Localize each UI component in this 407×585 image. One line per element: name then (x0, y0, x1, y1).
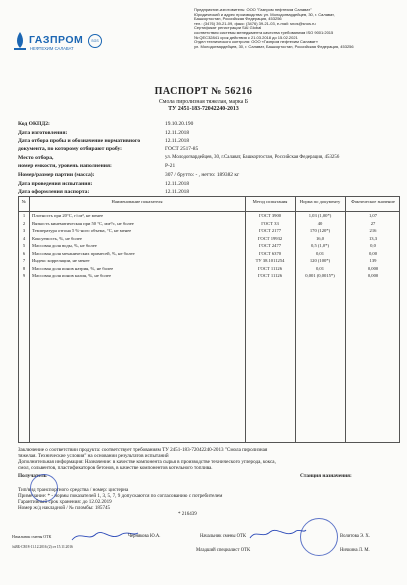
row-name: Вязкость кинематическая при 50 °С, мм²/с, не более (32, 220, 134, 226)
row-method: ГОСТ 6370 (258, 250, 282, 256)
row-actual: 1,07 (368, 213, 378, 218)
row-num: 3 (22, 228, 26, 233)
signature-scribble-right (248, 526, 308, 542)
field-value: ул. Молодогвардейцев, 30, г.Салават, Башкортостан, Российская Федерация, 453256 (165, 155, 340, 160)
row-norm: 0,01 (315, 265, 325, 271)
table-header-name: Наименование показателя (111, 199, 163, 204)
field-value: Р-21 (165, 163, 176, 169)
field-value: 12.11.2018 (165, 138, 190, 144)
passport-title: ПАСПОРТ № 56216 (154, 86, 253, 97)
footer-small-role: Начальник смены ОТК (12, 534, 52, 539)
row-norm: 0,001 (0,0015*) (305, 273, 335, 278)
field-value: 12.11.2018 (165, 189, 190, 195)
certification-badge (88, 34, 102, 48)
company-logo (12, 28, 102, 60)
row-actual: 0,0 (370, 243, 376, 248)
logo-subtext: НЕФТЕХИМ САЛАВАТ (30, 46, 74, 51)
company-line: ул. Молодогвардейцев, 30, г. Салават, Башкортостан, Российская Федерация, 453256 (194, 43, 354, 49)
signature-name-1: Волитова Э. Х. (340, 534, 370, 539)
recipient-label: Получатель (18, 473, 47, 479)
field-value: 307 / брутто: - , нетто: 189382 кг (165, 172, 240, 178)
row-num: 7 (22, 258, 26, 263)
signature-role-2: Младший специалист ОТК (196, 548, 251, 553)
row-method: ГОСТ 2177 (258, 228, 282, 233)
table-header-actual: Фактическое значение (351, 199, 395, 204)
field-label: Дата проведения испытания: (18, 181, 93, 187)
row-norm: 170 (120*) (309, 228, 331, 233)
row-actual: 139 (369, 258, 377, 263)
table-header-num: № (21, 199, 27, 204)
row-actual: 0,00 (368, 250, 378, 256)
company-line: Башкортостан, Российская Федерация, 453256 (194, 16, 282, 22)
table-header-norm: Норма по документу (299, 199, 341, 204)
footer-small-ref: №ВБ-СМ 8-11.12.2016 (2) от 15.11.2016 (12, 545, 73, 549)
row-method: ГОСТ 2477 (258, 243, 282, 248)
signature-left-name: Чернякова Ю.А. (128, 534, 161, 539)
product-name: Смола пиролизная тяжелая, марка Б (158, 99, 249, 105)
row-actual: 0,000 (367, 265, 379, 271)
company-line: № QEC32841 срок действия с 21.03.2018 до 15.02.2021 (194, 34, 298, 40)
row-method: ГОСТ 11126 (257, 273, 283, 278)
row-num: 5 (22, 243, 26, 248)
row-name: Массовая доля механических примесей, %, не более (32, 250, 135, 256)
row-method: ГОСТ 3900 (258, 213, 282, 218)
company-line: соответствия системы менеджмента качества требованиям ISO 9001:2015 (194, 29, 334, 35)
field-value: ГОСТ 2517-85 (165, 146, 199, 152)
conclusion-line: Заключение о соответствии продукта: соответствует требованиям ТУ 2451-183-72042240-2013 "Смола пиролизная (18, 447, 268, 453)
row-num: 1 (22, 213, 26, 218)
field-value: 19.10.20.190 (165, 121, 194, 127)
field-label: документа, по которому отбирают пробу: (18, 146, 123, 152)
row-actual: 216 (369, 228, 377, 233)
certification-badge-text: SGS (91, 38, 99, 43)
row-actual: 27 (370, 220, 376, 226)
row-num: 9 (22, 273, 26, 278)
signature-role-1: Начальник смены ОТК (200, 534, 247, 539)
row-method: ГОСТ 11126 (257, 265, 283, 271)
row-name: Коксуемость, %, не более (32, 235, 82, 241)
transport-line: Гарантийный срок хранения: до 12.02.2019 (18, 499, 112, 505)
signature-name-2: Ничкина Л. М. (340, 548, 370, 553)
station-label: Станция назначения: (300, 473, 352, 479)
field-value: 12.11.2018 (165, 130, 190, 136)
row-name: Массовая доля ионов натрия, %, не более (32, 265, 114, 271)
row-method: ГОСТ 19932 (257, 235, 283, 241)
row-norm: 120 (100*) (309, 258, 331, 263)
conclusion-line: тяжелая. Технические условия" на основании результатов испытаний (18, 453, 169, 459)
field-label: Дата отбора пробы и обозначение нормативного (18, 138, 141, 144)
row-norm: 40 (317, 220, 323, 226)
row-method: ТУ 38.1011254 (255, 258, 285, 263)
row-name: Индекс корреляции, не менее (32, 258, 90, 263)
row-norm: 16,0 (315, 235, 325, 241)
company-line: Отдел технического контроля: ООО «Газпром нефтехим Салават» (194, 39, 318, 45)
field-label: Дата изготовления: (18, 130, 68, 136)
row-name: Массовая доля ионов калия, %, не более (32, 273, 111, 278)
row-num: 2 (22, 220, 26, 226)
row-num: 4 (22, 235, 26, 241)
transport-line: Примечание: * - нормы показателей 1, 3, 5, 7, 9 допускаются по согласованию с потребителем (18, 493, 223, 499)
company-line: Предприятие-изготовитель: ООО "Газпром нефтехим Салават" (194, 7, 312, 12)
company-info (194, 8, 404, 49)
row-actual: 0,000 (367, 273, 379, 278)
field-value: 12.11.2018 (165, 181, 190, 187)
field-label: Код ОКПД2: (18, 121, 50, 127)
transport-line: Номер ж/д накладной / № пломбы: 185745 (18, 505, 111, 511)
company-line: тел.: (3476) 39-21-09, факс: (3476) 39-21-03, e-mail: snos@snos.ru (194, 20, 316, 26)
stamp-left (30, 474, 58, 502)
logo-text: ГАЗПРОМ (29, 34, 84, 46)
row-name: Массовая доля воды, %, не более (32, 243, 97, 248)
results-table (18, 196, 400, 443)
row-num: 6 (22, 250, 26, 256)
row-norm: 0,5 (1,0*) (311, 243, 329, 248)
transport-info (18, 487, 400, 511)
row-actual: 13,3 (368, 235, 378, 241)
row-num: 8 (22, 265, 26, 271)
seal-number: * 216439 (178, 512, 197, 517)
field-label: номер емкости, уровень наполнения: (18, 163, 112, 169)
product-standard: ТУ 2451-183-72042240-2013 (168, 106, 239, 112)
row-norm: 1,03 (1,00*) (308, 213, 332, 218)
company-line: Сертификат регистрации SAI Global (194, 25, 262, 31)
field-label: Место отбора, (18, 155, 54, 161)
field-label: Номер/размер партии (масса): (18, 172, 95, 178)
conclusion (18, 447, 400, 471)
table-header-method: Метод испытания (252, 199, 288, 204)
row-norm: 0,01 (315, 250, 325, 256)
row-name: Температура отгона 5 %-ного объема, °С, не менее (32, 228, 132, 233)
transport-line: Тип/вид транспортного средства / номер: цистерна (18, 487, 129, 493)
row-name: Плотность при 20°С, г/см³, не менее (32, 213, 104, 218)
row-method: ГОСТ 33 (261, 220, 279, 226)
conclusion-line: смол, сольвентов, пластификаторов бетонов, в качестве компонентов котельного топлива. (18, 465, 213, 471)
company-line: Юридический и адрес производства: ул. Молодогвардейцев, 30, г. Салават, (194, 11, 335, 17)
conclusion-line: Дополнительная информация: Назначение: в качестве компонента сырья в производстве технического углерода, кокса, (18, 459, 276, 465)
field-label: Дата оформления паспорта: (18, 189, 90, 195)
